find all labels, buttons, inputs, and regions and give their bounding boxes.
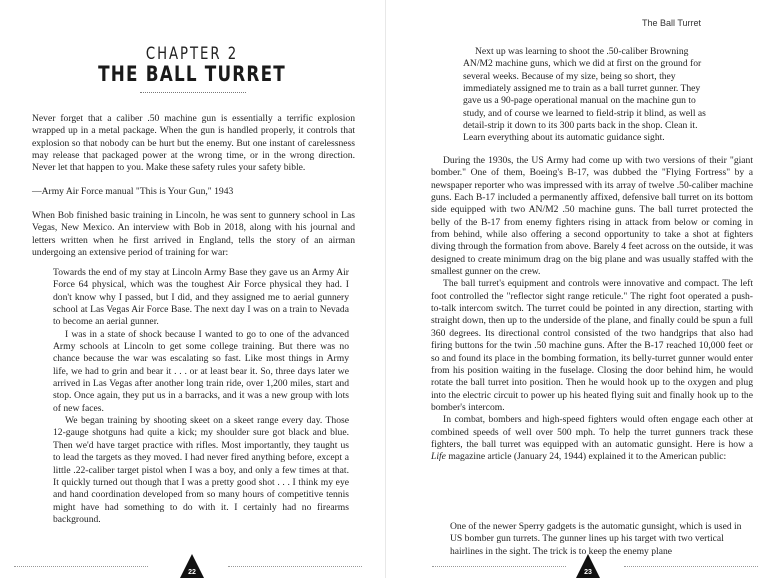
body-paragraph: The ball turret's equipment and controls were innovative and compact. The left foot controlled the "reflector sight range reticule." The right foot operated a push-to-talk intercom switch. The turret could be pointed in any direction, starting with straight down, then up to the underside of the plane, and finally could be spun a full 360 degrees. Its directional control consisted of the two handgrips that also had firing buttons for the twin .50 machine guns. After the B-17 reached 10,000 feet or so and found its place in the bombing formation, its belly-turret gunner would enter from his position waiting in the fuselage. Closing the door behind him, he would rotate the ball turret into position. Then he would hook up to the oxygen and plug into the electric circuit to power up his heated flying suit and finally hook up to the bomber's intercom. [431,278,753,413]
title-divider [140,92,246,93]
block-quote: One of the newer Sperry gadgets is the automatic gunsight, which is used in US bomber gun turrets. The gunner lines up his target with two vertical hairlines in the sight. The trick is to keep the enemy plane [450,521,742,557]
footer-rule-left [14,566,148,567]
body-text [431,155,753,464]
chapter-title: THE BALL TURRET [98,62,286,86]
footer-rule-left [432,566,566,567]
epigraph-text: Never forget that a caliber .50 machine gun is essentially a terrific explosion wrapped up in a metal package. When the gun is handled properly, it controls that explosion so that nobody can be hurt but the enemy. But one instant of carelessness may release that packaged power at the wrong time, or in the wrong direction. Never let that happen to you. Make these safety rules your safety bible. [32,113,355,174]
chapter-label: CHAPTER 2 [145,44,239,64]
page-number: 23 [584,569,592,576]
quote-paragraph: I was in a state of shock because I wanted to go to one of the advanced Army schools at Lincoln to get some college training. But there was no chance because the war was escalating so fast. Like most things in Army life, we had to grin and bear it . . . or at least bear it. So, three days later we arrived in Las Vegas after another long train ride, over 1,200 miles, start and stop. Once again, they put us in a barracks, and it was a new group with lots of new faces. [53,328,349,414]
running-head: The Ball Turret [641,18,701,28]
quote-paragraph: Towards the end of my stay at Lincoln Army Base they gave us an Army Air Force 64 physical, which was the toughest Air Force physical they had. I don't know why I passed, but I did, and they assigned me to aerial gunnery school at Las Vegas Air Force Base. The next day I was on a train to Nevada to become an aerial gunner. [53,267,349,328]
epigraph-attribution: —Army Air Force manual "This is Your Gun," 1943 [32,186,234,197]
body-paragraph: During the 1930s, the US Army had come up with two versions of their "giant bomber." One of them, Boeing's B-17, was dubbed the "Flying Fortress" by a newspaper reporter who was impressed with its array of twelve .50-caliber machine guns. Each B-17 included a permanently affixed, defensive ball turret on its bottom side equipped with two AN/M2 .50 machine guns. The ball turret protected the belly of the B-17 from enemy fighters rising in attack from below or coming in from behind, while also offering a second opportunity to take a shot at fighters diving through the formation from above. Barely 4 feet across on the outside, it was designed to create minimum drag on the big plane and was usually staffed with the smallest gunner on the crew. [431,155,753,278]
magazine-title: Life [431,451,446,463]
intro-paragraph: When Bob finished basic training in Lincoln, he was sent to gunnery school in Las Vegas, New Mexico. An interview with Bob in 2018, along with his journal and letters written when he first arrived in England, tells the story of an airman undergoing an extensive period of training for war: [32,210,355,259]
footer-rule-right [228,566,362,567]
page-number: 22 [188,569,196,576]
footer-rule-right [624,566,758,567]
block-quote [53,267,349,526]
right-page [386,0,771,578]
body-paragraph: In combat, bombers and high-speed fighters would often engage each other at combined speeds of well over 500 mph. To help the turret gunners track these fighters, the ball turret was equipped with an automatic gunsight. Here is how a Life magazine article (January 24, 1944) explained it to the American public: [431,414,753,463]
left-page [0,0,385,578]
block-quote-continuation: Next up was learning to shoot the .50-caliber Browning AN/M2 machine guns, which we did at first on the ground for several weeks. Because of my size, being so short, they immediately assigned me to train as a ball turret gunner. They gave us a 90-page operational manual on the machine gun to study, and of course we learned to field-strip it blind, as well as detail-strip it down to its 300 parts back in the shop. Clean it. Learn everything about its automatic guidance sight. [463,46,706,144]
epigraph [32,113,355,175]
quote-paragraph: We began training by shooting skeet on a skeet range every day. Those 12-gauge shotguns had quite a kick; my shoulder sure got black and blue. Then we'd have target practice with rifles. Most importantly, they taught us to lead the targets as they moved. I had never fired anything before, except a little .22-caliber target pistol when I was a boy, and only a few times at that. It quickly turned out though that I was a pretty good shot . . . I think my eye and hand coordination developed from so many hours of competitive tennis might have had something to do with it. I certainly had no firearms background. [53,415,349,525]
